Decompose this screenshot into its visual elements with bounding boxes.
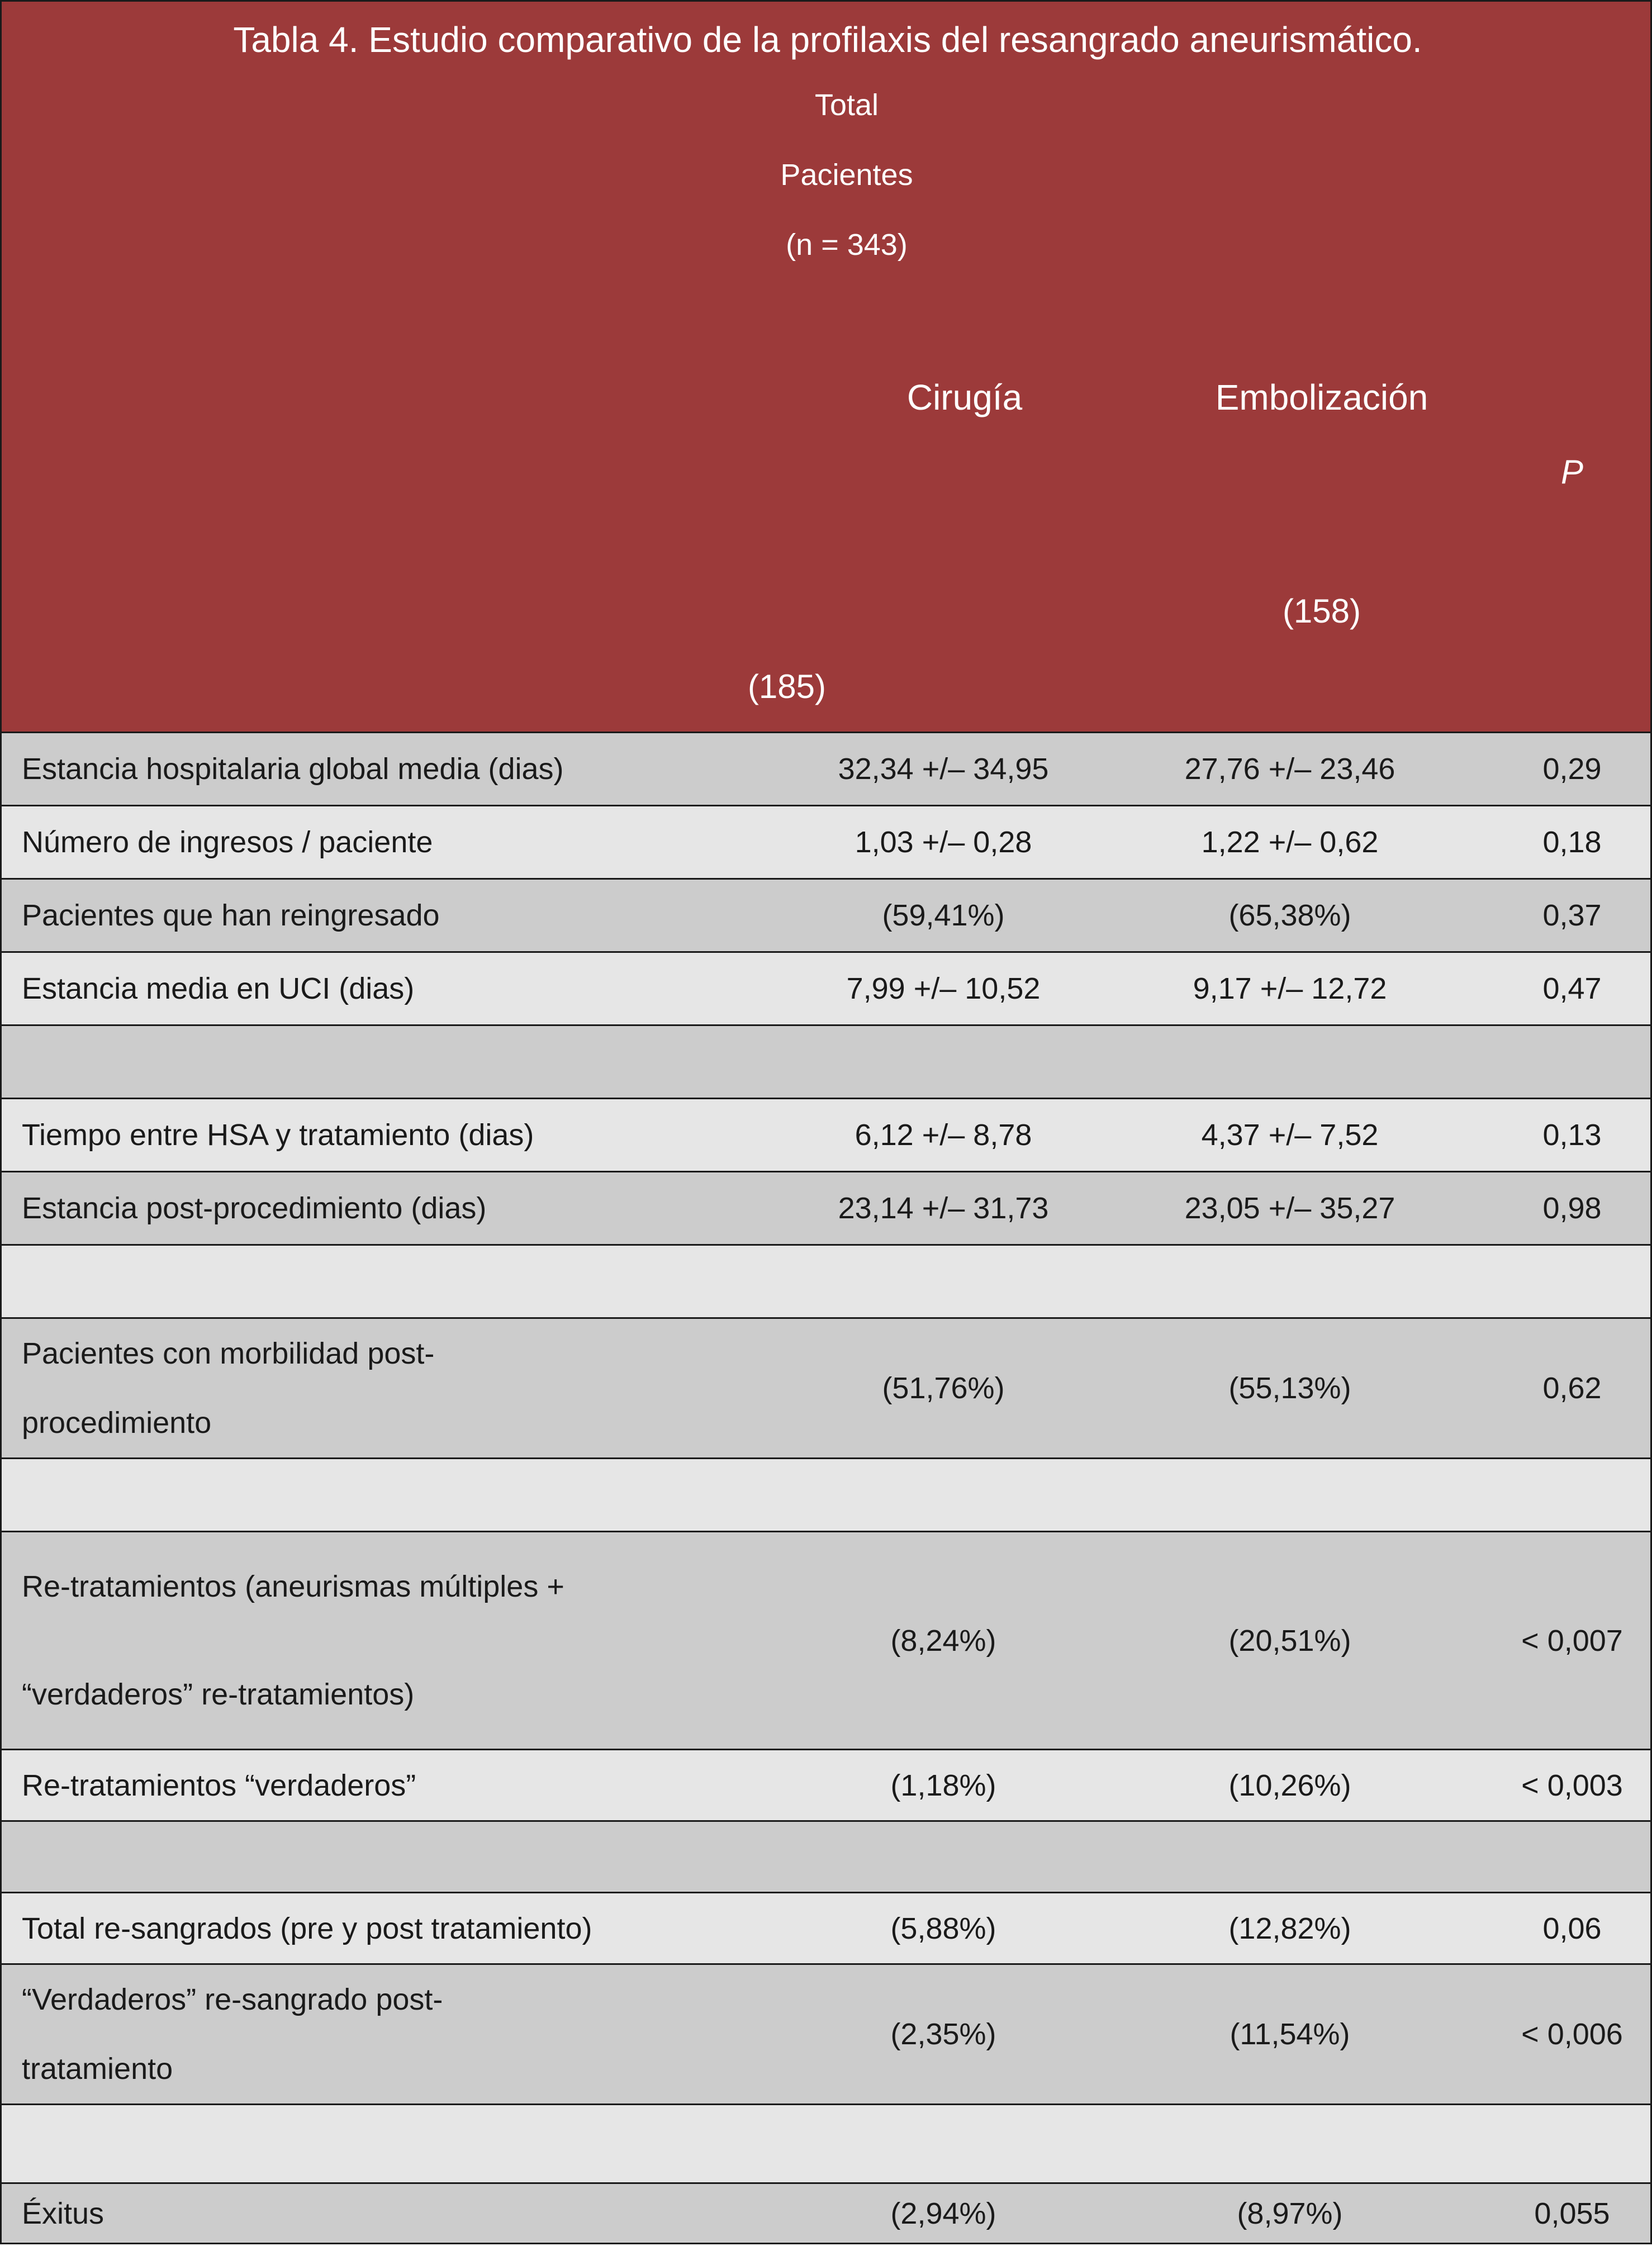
row-label	[22, 1532, 793, 1749]
p-value: 0,29	[1542, 752, 1602, 786]
row-label: Estancia hospitalaria global media (dias)	[22, 752, 564, 786]
p-value: 0,18	[1542, 825, 1602, 859]
surgery-value: 23,14 +/– 31,73	[838, 1191, 1049, 1225]
p-value: < 0,007	[1521, 1623, 1623, 1658]
row-label	[22, 2105, 793, 2182]
p-value	[1488, 1026, 1652, 1098]
p-value: < 0,003	[1521, 1768, 1623, 1802]
p-value	[1488, 2105, 1652, 2182]
row-label-line: procedimiento	[22, 1406, 212, 1440]
embolization-value	[1147, 2105, 1432, 2182]
row-label-line: “verdaderos” re-tratamientos)	[22, 1678, 415, 1712]
table-row	[0, 953, 1652, 1026]
surgery-value	[801, 2105, 1086, 2182]
surgery-value	[801, 1026, 1086, 1098]
embolization-value: 27,76 +/– 23,46	[1184, 752, 1395, 786]
surgery-value: (51,76%)	[882, 1371, 1005, 1405]
surgery-value	[801, 1822, 1086, 1892]
surgery-value: 1,03 +/– 0,28	[855, 825, 1032, 859]
table-row	[0, 1532, 1652, 1750]
p-value	[1488, 1246, 1652, 1317]
row-label-line: tratamiento	[22, 2052, 173, 2086]
embolization-value: (10,26%)	[1228, 1768, 1351, 1802]
embolization-value	[1147, 1246, 1432, 1317]
column-header-surgery: Cirugía	[906, 377, 1023, 417]
surgery-value: 7,99 +/– 10,52	[846, 972, 1041, 1005]
embolization-value: (12,82%)	[1228, 1911, 1351, 1945]
table-row	[0, 1026, 1652, 1099]
surgery-value: (5,88%)	[890, 1911, 996, 1945]
surgery-value: (1,18%)	[890, 1768, 996, 1802]
embolization-value: (20,51%)	[1228, 1623, 1351, 1658]
column-header-embolization: Embolización	[1215, 377, 1428, 417]
table-row	[0, 2105, 1652, 2184]
row-label-line: Pacientes con morbilidad post-	[22, 1337, 435, 1370]
table-row	[0, 1172, 1652, 1246]
p-value: 0,98	[1542, 1191, 1602, 1225]
embolization-value: 1,22 +/– 0,62	[1201, 825, 1379, 859]
row-label	[22, 1026, 793, 1098]
table-row	[0, 880, 1652, 953]
surgery-value: 6,12 +/– 8,78	[855, 1118, 1032, 1152]
p-value: 0,47	[1542, 972, 1602, 1005]
table-title: Tabla 4. Estudio comparativo de la profilaxis del resangrado aneurismático.	[233, 20, 1422, 60]
p-value: 0,62	[1542, 1371, 1602, 1405]
row-label: Estancia media en UCI (dias)	[22, 972, 415, 1005]
table-row	[0, 1822, 1652, 1893]
surgery-value: (2,35%)	[890, 2017, 996, 2051]
p-value: 0,06	[1542, 1911, 1602, 1945]
table-row	[0, 1965, 1652, 2105]
surgery-n: (185)	[747, 668, 827, 705]
surgery-value	[801, 1246, 1086, 1317]
table-row	[0, 1099, 1652, 1172]
table-row	[0, 733, 1652, 806]
row-label: Estancia post-procedimiento (dias)	[22, 1191, 487, 1225]
row-label-line: “Verdaderos” re-sangrado post-	[22, 1983, 443, 2016]
table-row	[0, 1319, 1652, 1459]
table-row	[0, 806, 1652, 880]
row-label	[22, 1459, 793, 1531]
p-value	[1488, 1822, 1652, 1892]
table-row	[0, 1750, 1652, 1822]
p-value: < 0,006	[1521, 2017, 1623, 2051]
p-value	[1488, 1459, 1652, 1531]
embolization-value: (8,97%)	[1237, 2196, 1343, 2230]
embolization-value	[1147, 1026, 1432, 1098]
embolization-n: (158)	[1282, 592, 1361, 630]
row-label: Número de ingresos / paciente	[22, 825, 433, 859]
embolization-value: 4,37 +/– 7,52	[1201, 1118, 1379, 1152]
row-label	[22, 1319, 793, 1457]
row-label: Éxitus	[22, 2196, 105, 2230]
table-header	[0, 0, 1652, 733]
surgery-value: (2,94%)	[890, 2196, 996, 2230]
p-value: 0,37	[1542, 899, 1602, 932]
embolization-value: 9,17 +/– 12,72	[1193, 972, 1387, 1005]
table-row	[0, 2184, 1652, 2244]
row-label-line: Re-tratamientos (aneurismas múltiples +	[22, 1569, 564, 1603]
table-row	[0, 1459, 1652, 1532]
row-label: Pacientes que han reingresado	[22, 899, 440, 932]
total-n: (n = 343)	[786, 228, 908, 262]
row-label	[22, 1246, 793, 1317]
row-label	[22, 1822, 793, 1892]
row-label: Total re-sangrados (pre y post tratamiento)	[22, 1911, 592, 1945]
p-value: 0,13	[1542, 1118, 1602, 1152]
patients-label: Pacientes	[780, 158, 913, 192]
surgery-value: 32,34 +/– 34,95	[838, 752, 1049, 786]
surgery-value: (8,24%)	[890, 1623, 996, 1658]
embolization-value	[1147, 1459, 1432, 1531]
row-label	[22, 1965, 793, 2103]
embolization-value: (65,38%)	[1228, 899, 1351, 932]
total-label: Total	[814, 88, 879, 122]
p-value: 0,055	[1534, 2196, 1610, 2230]
table-row	[0, 1246, 1652, 1319]
embolization-value	[1147, 1822, 1432, 1892]
embolization-value: (55,13%)	[1228, 1371, 1351, 1405]
surgery-value	[801, 1459, 1086, 1531]
column-header-p: P	[1560, 453, 1584, 491]
row-label: Tiempo entre HSA y tratamiento (dias)	[22, 1118, 534, 1152]
surgery-value: (59,41%)	[882, 899, 1005, 932]
embolization-value: 23,05 +/– 35,27	[1184, 1191, 1395, 1225]
embolization-value: (11,54%)	[1229, 2017, 1350, 2051]
row-label: Re-tratamientos “verdaderos”	[22, 1768, 416, 1802]
table-row	[0, 1893, 1652, 1965]
table-body	[0, 733, 1652, 2244]
